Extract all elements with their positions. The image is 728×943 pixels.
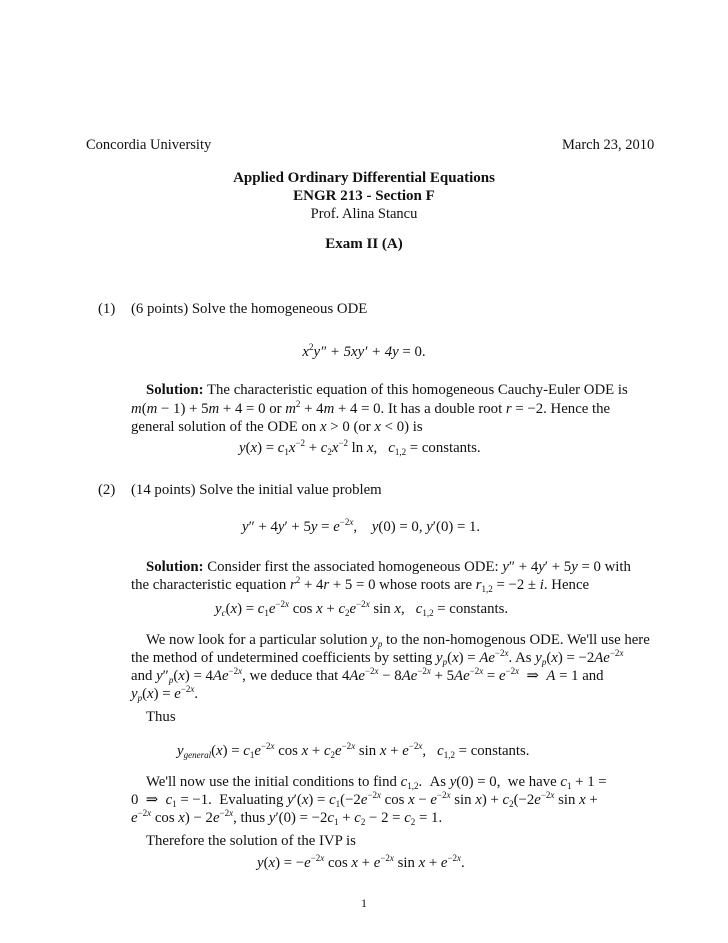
problem-1-equation: $x^2y'' + 5xy' + 4y = 0$. [302,342,426,360]
problem-2-equation: $y'' + 4y' + 5y = e^{-2x}$, y(0) = 0, y′(0) = 1. [242,517,481,535]
problem-1-solution-line-3: general solution of the ODE on x > 0 (or x < 0) is [131,419,423,435]
problem-2-ivp-line-2: 0 ⇒ $c_1 = -1$. Evaluating $y'(x) = c_1(-2e^{-2x}$ $\cos x - e^{-2x}$ $\sin x) + c_2(-2e^{-2x}$ sin x + [131,790,598,809]
exam-date: March 23, 2010 [562,137,655,153]
problem-2-ivp-line-3: $e^{-2x}$ $\cos x) - 2e^{-2x}$, thus $y'(0) = -2c_1 + c_2 - 2 = c_2 = 1$. [131,808,443,827]
institution-name: Concordia University [86,137,212,153]
problem-2-thus: Thus [146,709,176,725]
problem-1-general-solution: $y(x) = c_1x^{-2} + c_2x^{-2}$ ln x, $c_{1,2}$ = constants. [239,438,481,457]
problem-2-particular-line-3: and $y''_p(x) = 4Ae^{-2x}$, we deduce that $4Ae^{-2x} - 8Ae^{-2x} + 5Ae^{-2x} = e^{-2x}$ ⇒ A = 1 and [131,666,604,685]
problem-2-particular-line-1: We now look for a particular solution $y_p$ to the non-homogenous ODE. We'll use here [146,632,650,649]
problem-1-prompt: (6 points) Solve the homogeneous ODE [131,301,368,317]
problem-1-solution-line-1: Solution: The characteristic equation of this homogeneous Cauchy-Euler ODE is [146,382,628,398]
course-code: ENGR 213 - Section F [293,188,435,204]
problem-1-number: (1) [98,301,116,317]
problem-2-number: (2) [98,482,116,498]
course-name: Applied Ordinary Differential Equations [233,170,495,186]
page-number: 1 [361,896,367,910]
solution-label: Solution: [146,382,204,398]
problem-2-ivp-line-1: We'll now use the initial conditions to find $c_{1,2}$. As y(0) = 0, we have $c_1 + 1$ = [146,774,607,791]
problem-2-solution-line-2: the characteristic equation $r^2 + 4r + 5 = 0$ whose roots are $r_{1,2} = -2 \pm i$. Hence [131,575,590,594]
problem-2-homogeneous-solution: $y_c(x) = c_1e^{-2x}$ $\cos x + c_2e^{-2x}$ sin x, $c_{1,2}$ = constants. [215,599,509,618]
problem-2-particular-line-4: $y_p(x) = e^{-2x}$. [131,684,199,703]
problem-2-general-solution: $y_{general}(x) = c_1e^{-2x}$ $\cos x + c_2e^{-2x}$ $\sin x + e^{-2x}$, $c_{1,2}$ = constants. [177,741,530,760]
problem-2-therefore: Therefore the solution of the IVP is [146,833,356,849]
problem-2-final-solution: $y(x) = -e^{-2x}$ $\cos x + e^{-2x}$ $\sin x + e^{-2x}$. [257,853,465,871]
instructor-name: Prof. Alina Stancu [310,206,418,222]
problem-2-prompt: (14 points) Solve the initial value problem [131,482,382,498]
exam-title: Exam II (A) [325,236,403,252]
problem-1-solution-line-2: m(m − 1) + 5m + 4 = 0 or $m^2 + 4m + 4 = 0$. It has a double root r = −2. Hence the [131,399,611,417]
solution-label: Solution: [146,559,204,575]
problem-2-particular-line-2: the method of undetermined coefficients by setting $y_p(x) = Ae^{-2x}$. As $y_p(x) = -2Ae^{-2x}$ [131,648,624,667]
problem-2-solution-line-1: Solution: Consider first the associated homogeneous ODE: y″ + 4y′ + 5y = 0 with [146,559,631,575]
